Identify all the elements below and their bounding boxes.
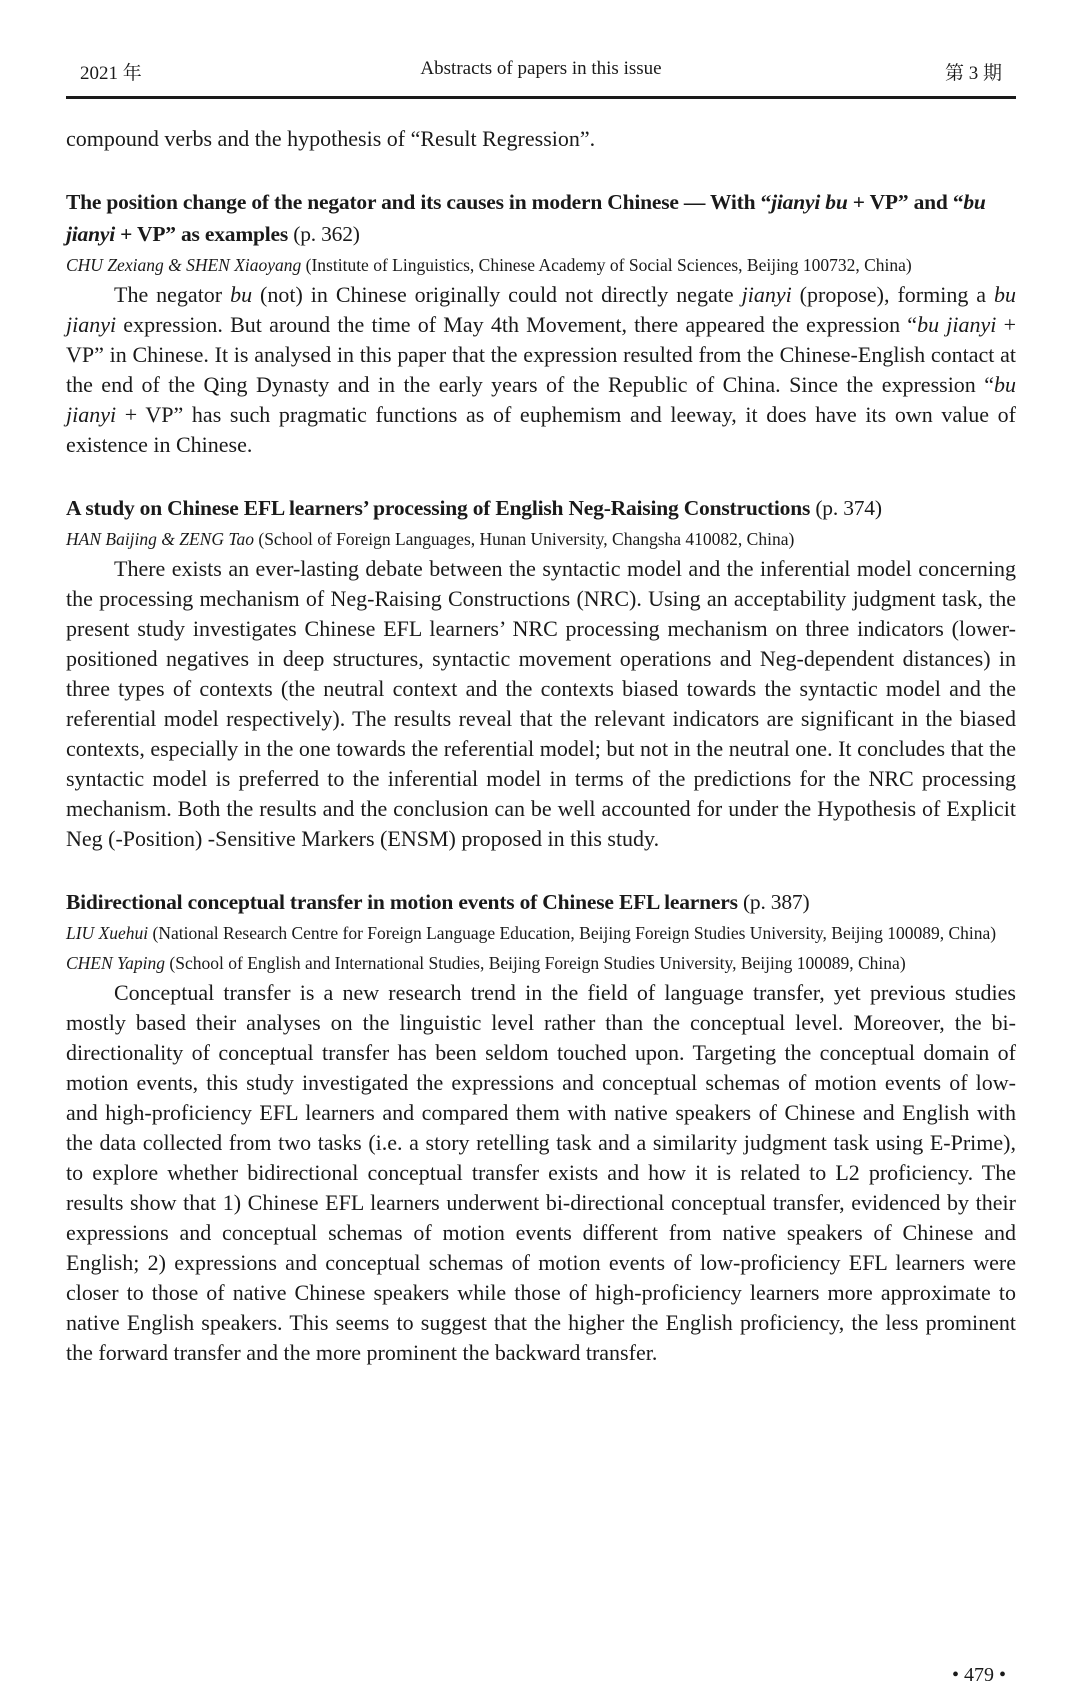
- abstract-span: The negator: [114, 282, 231, 307]
- abstract-text: [66, 280, 1016, 460]
- abstract-span: + VP” has such pragmatic functions as of euphemism and leeway, it does have its own value of existence in Chinese.: [66, 402, 1016, 457]
- author-names: HAN Baijing & ZENG Tao: [66, 529, 254, 549]
- title-text: Bidirectional conceptual transfer in motion events of Chinese EFL learners: [66, 890, 738, 914]
- page-reference: (p. 374): [810, 496, 882, 520]
- abstract-span: (propose), forming a: [791, 282, 994, 307]
- article-1: [66, 186, 1016, 460]
- page-content: [66, 124, 1016, 1400]
- title-italic-term: bu jianyi: [66, 190, 986, 246]
- author-line: [66, 948, 1016, 978]
- title-text: A study on Chinese EFL learners’ processing of English Neg-Raising Constructions: [66, 496, 811, 520]
- author-names: LIU Xuehui: [66, 923, 149, 943]
- header-rule: [66, 96, 1016, 99]
- article-title: [66, 492, 1016, 524]
- article-2: [66, 492, 1016, 854]
- author-line: [66, 918, 1016, 948]
- abstract-text: There exists an ever-lasting debate between the syntactic model and the inferential model concerning the processing mechanism of Neg-Raising Constructions (NRC). Using an acceptability judgment task, the present study investigates Chinese EFL learners’ NRC processing mechanism on three indicators (lower-positioned negatives in deep structures, syntactic movement operations and Neg-dependent distances) in three types of contexts (the neutral context and the contexts biased towards the syntactic model and the referential model respectively). The results reveal that the relevant indicators are significant in the biased contexts, especially in the one towards the referential model; but not in the neutral one. It concludes that the syntactic model is preferred to the inferential model in terms of the predictions for the NRC processing mechanism. Both the results and the conclusion can be well accounted for under the Hypothesis of Explicit Neg (-Position) -Sensitive Markers (ENSM) proposed in this study.: [66, 556, 1016, 851]
- header-issue: 第 3 期: [944, 63, 1002, 84]
- author-affiliation: (Institute of Linguistics, Chinese Academy of Social Sciences, Beijing 100732, China): [301, 255, 912, 275]
- article-title: [66, 886, 1016, 918]
- abstract-term: jianyi: [741, 282, 792, 307]
- abstract-span: (not) in Chinese originally could not directly negate: [252, 282, 742, 307]
- author-line: [66, 250, 1016, 280]
- abstract-text: Conceptual transfer is a new research trend in the field of language transfer, yet previous studies mostly based their analyses on the linguistic level rather than the conceptual level. Moreover, the bi-directionality of conceptual transfer has been seldom touched upon. Targeting the conceptual domain of motion events, this study investigated the expressions and conceptual schemas of motion events of low- and high-proficiency EFL learners and compared them with native speakers of Chinese and English with the data collected from two tasks (i.e. a story retelling task and a similarity judgment task using E-Prime), to explore whether bidirectional conceptual transfer exists and how it is related to L2 proficiency. The results show that 1) Chinese EFL learners underwent bi-directional conceptual transfer, evidenced by their expressions and conceptual schemas of motion events different from native speakers of Chinese and English; 2) expressions and conceptual schemas of motion events of low-proficiency EFL learners were closer to those of native Chinese speakers while those of high-proficiency learners more approximate to native English speakers. This seems to suggest that the higher the English proficiency, the less prominent the forward transfer and the more prominent the backward transfer.: [66, 980, 1016, 1365]
- title-italic-term: jianyi bu: [771, 190, 848, 214]
- abstract-term: bu jianyi: [66, 372, 1016, 427]
- author-names: CHU Zexiang & SHEN Xiaoyang: [66, 255, 302, 275]
- title-text: + VP” and “: [847, 190, 964, 214]
- author-affiliation: (National Research Centre for Foreign Language Education, Beijing Foreign Studies University, Beijing 100089, China): [148, 923, 997, 943]
- article-title: [66, 186, 1016, 250]
- page-reference: (p. 362): [288, 222, 360, 246]
- abstract-span: + VP” in Chinese. It is analysed in this paper that the expression resulted from the Chinese-English contact at the end of the Qing Dynasty and in the early years of the Republic of China. Since the expression “: [66, 312, 1016, 397]
- author-affiliation: (School of English and International Studies, Beijing Foreign Studies University, Beijing 100089, China): [165, 953, 906, 973]
- abstract-term: bu: [230, 282, 253, 307]
- abstract-term: bu jianyi: [917, 312, 997, 337]
- header-running-title: Abstracts of papers in this issue: [420, 58, 662, 79]
- running-header: [66, 54, 1016, 86]
- title-text: The position change of the negator and its causes in modern Chinese — With “: [66, 190, 772, 214]
- author-affiliation: (School of Foreign Languages, Hunan University, Changsha 410082, China): [254, 529, 795, 549]
- page-reference: (p. 387): [737, 890, 810, 914]
- abstract-term: bu jianyi: [66, 282, 1016, 337]
- continuation-text: compound verbs and the hypothesis of “Result Regression”.: [66, 126, 596, 151]
- title-text: + VP” as examples: [114, 222, 289, 246]
- header-year: 2021 年: [80, 63, 142, 84]
- author-line: [66, 524, 1016, 554]
- abstract-span: expression. But around the time of May 4th Movement, there appeared the expression “: [116, 312, 918, 337]
- article-3: [66, 886, 1016, 1368]
- page-number: • 479 •: [951, 1664, 1006, 1686]
- author-names: CHEN Yaping: [66, 953, 166, 973]
